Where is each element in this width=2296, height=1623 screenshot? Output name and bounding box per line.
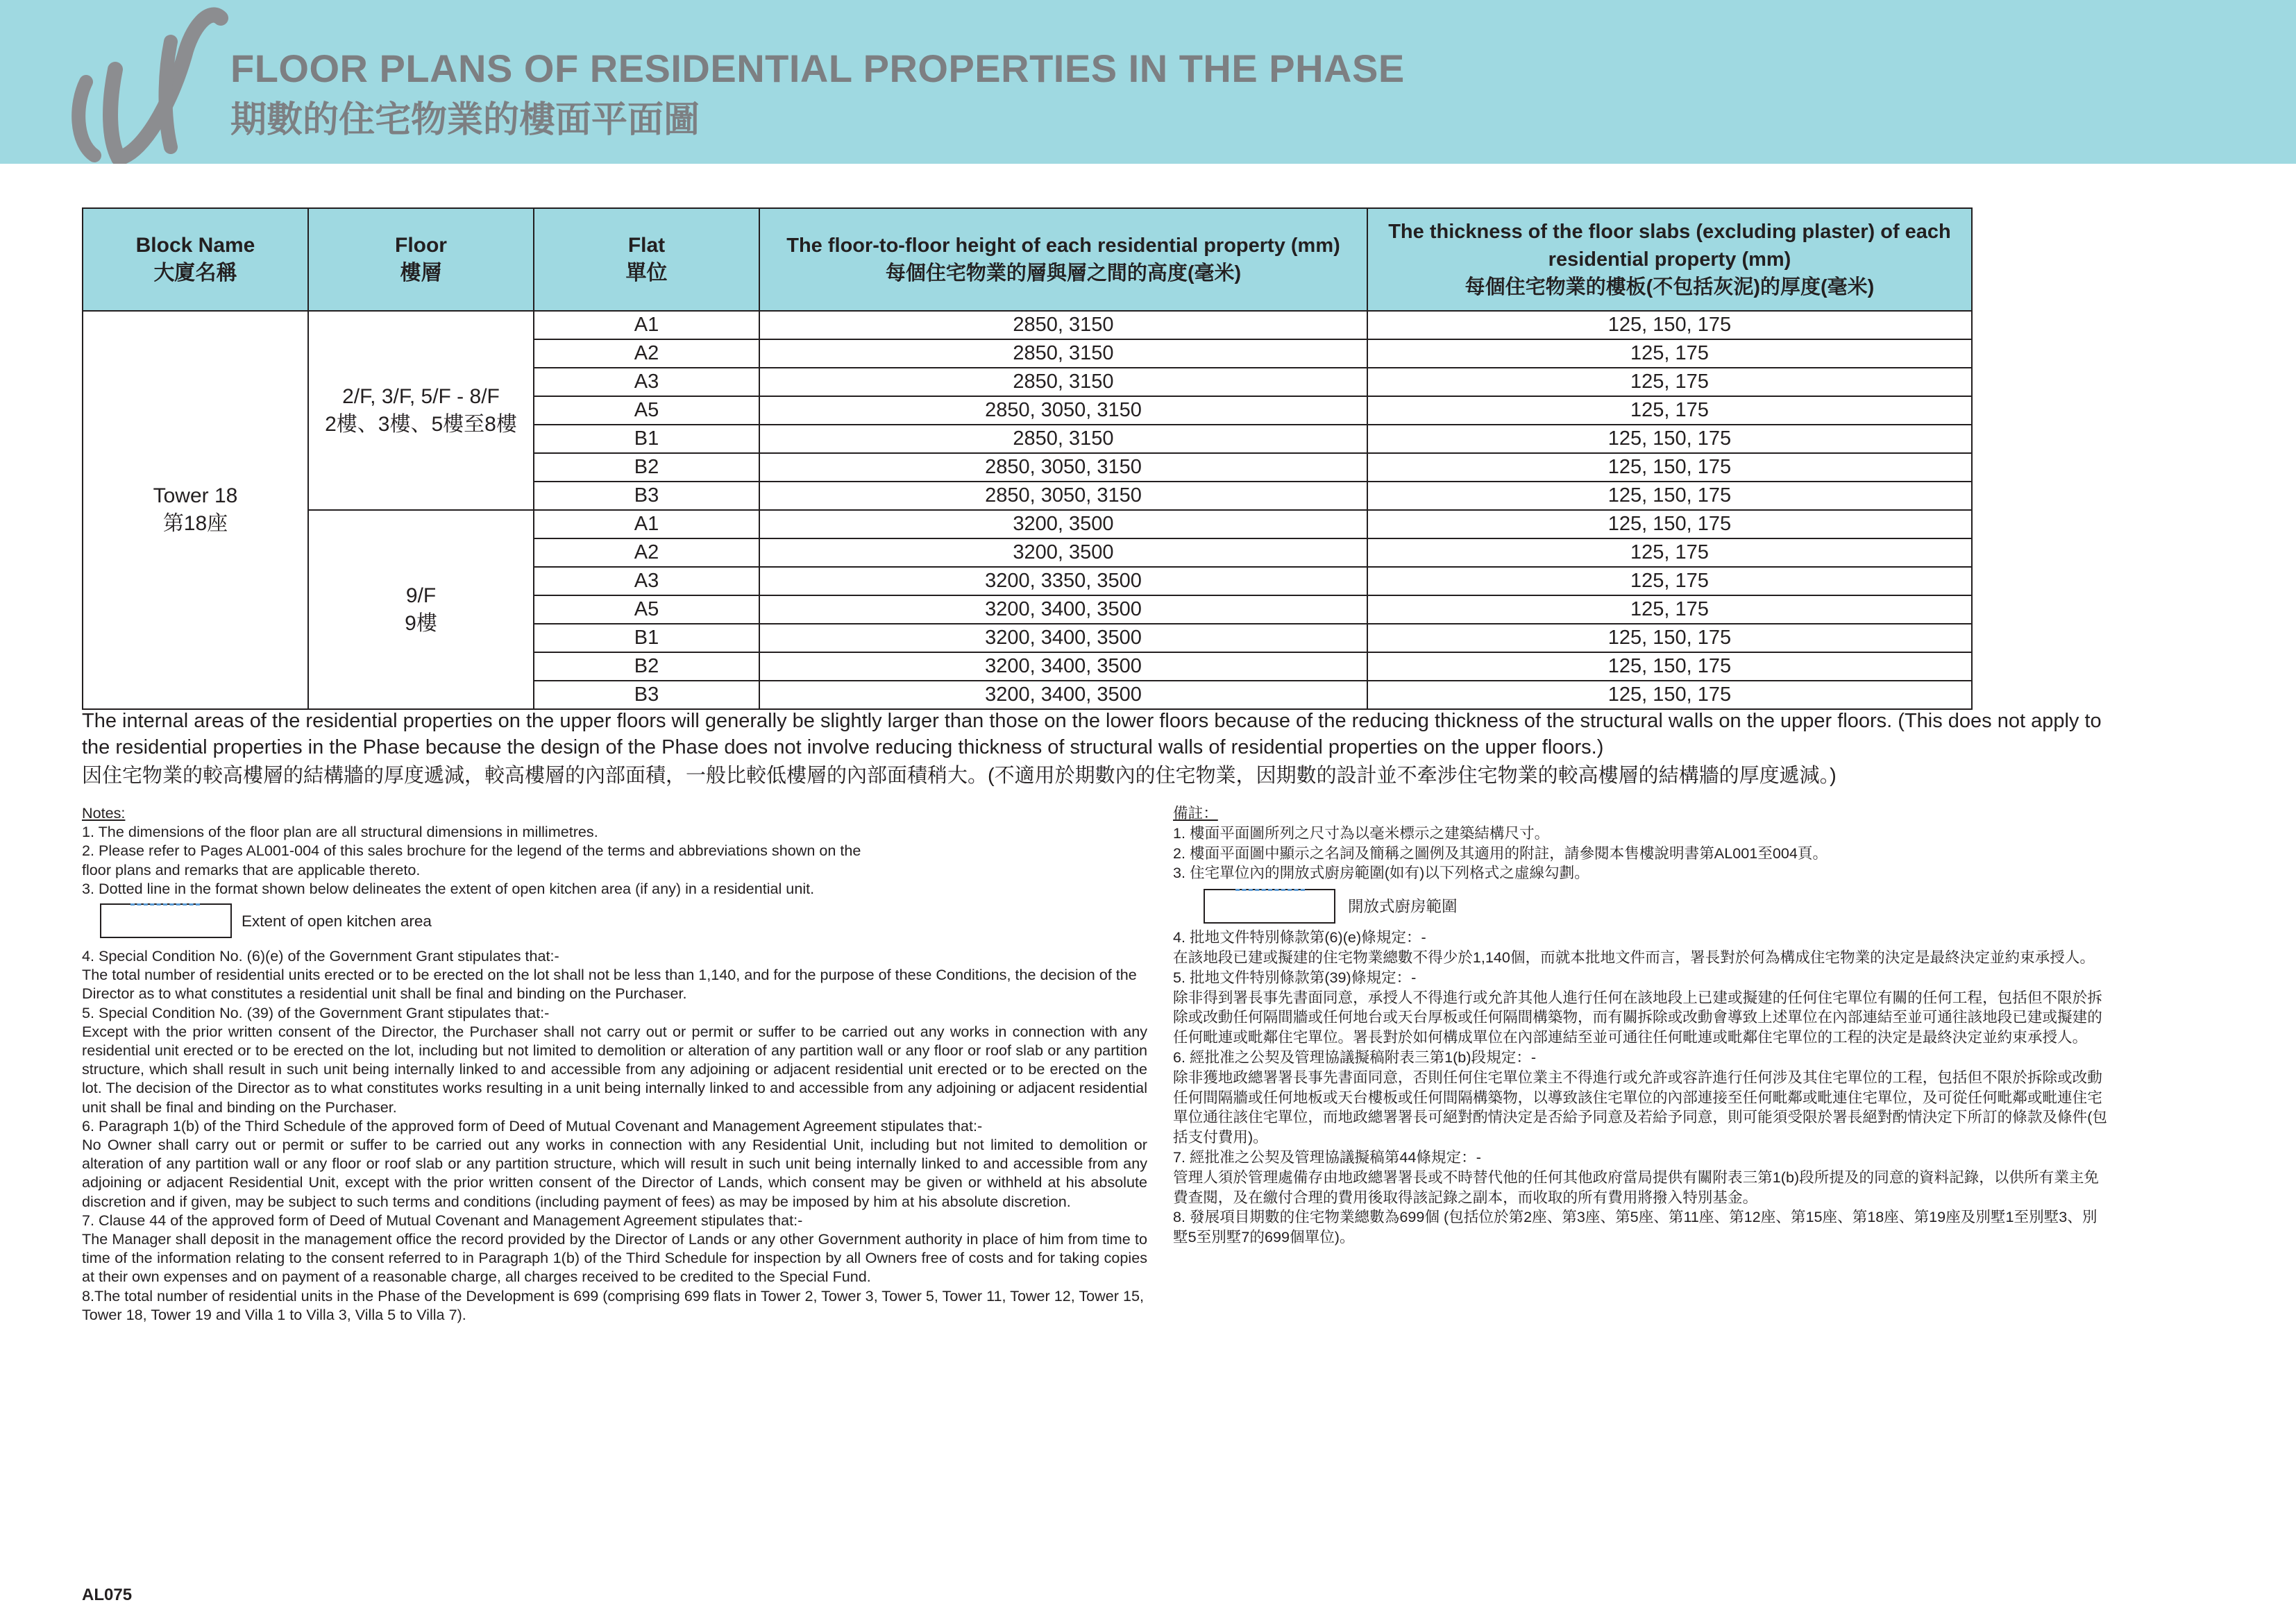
- legend-label: 開放式廚房範圍: [1348, 898, 1458, 916]
- legend-dotted-line: [130, 903, 200, 906]
- notes-chinese: [1173, 804, 2110, 1248]
- note-item: 7. 經批准之公契及管理協議擬稿第44條規定：-: [1173, 1148, 1481, 1166]
- note-item: 除非獲地政總署署長事先書面同意，否則任何住宅單位業主不得進行或允許或容許進行任何涉及其住宅單位的工程，包括但不限於拆除或改動任何間隔牆或任何地板或天台樓板或任何間隔構築物，以導致該住宅單位的內部連接至任何毗鄰或毗連住宅單位，及可從任何毗鄰或毗連住宅單位通往該住宅單位，而地政總署署長可絕對酌情決定是否給予同意及若給予同意，則可能須受限於署長絕對酌情決定下所訂的條款及條件(包括支付費用)。: [1173, 1068, 2108, 1146]
- slab-cell: 125, 150, 175: [1367, 652, 1972, 681]
- flat-cell: A5: [534, 595, 759, 624]
- slab-cell: 125, 175: [1367, 339, 1972, 368]
- slab-cell: 125, 175: [1367, 396, 1972, 425]
- legend-label: Extent of open kitchen area: [242, 912, 432, 931]
- slab-cell: 125, 150, 175: [1367, 681, 1972, 709]
- paragraph-zh: 因住宅物業的較高樓層的結構牆的厚度遞減，較高樓層的內部面積，一般比較低樓層的內部面積稍大。(不適用於期數內的住宅物業，因期數的設計並不牽涉住宅物業的較高樓層的結構牆的厚度遞減。): [82, 765, 1837, 787]
- flat-cell: A1: [534, 311, 759, 339]
- slab-cell: 125, 175: [1367, 567, 1972, 595]
- header-slab-thickness: The thickness of the floor slabs (excluding plaster) of each residential property (mm) 每個住宅物業的樓板(不包括灰泥)的厚度(毫米): [1367, 208, 1972, 311]
- note-item: 5. 批地文件特別條款第(39)條規定：-: [1173, 968, 1417, 986]
- flat-cell: B2: [534, 652, 759, 681]
- note-item: Except with the prior written consent of the Director, the Purchaser shall not carry out or permit or suffer to be carried out any works in connection with any residential unit erected or to be erected on the lot, including but not limited to demolition or alteration of any partition wall or any floor or roof slab or any partition structure, which shall result in such unit being internally linked to and accessible from any adjoining or adjacent residential unit erected or to be erected on the lot. The decision of the Director as to what constitutes works resulting in a unit being internally linked to and accessible from any adjoining or adjacent residential unit shall be final and binding on the Purchaser.: [82, 1022, 1147, 1116]
- header-block-name: Block Name 大廈名稱: [83, 208, 308, 311]
- height-cell: 3200, 3400, 3500: [759, 595, 1367, 624]
- slab-cell: 125, 175: [1367, 368, 1972, 396]
- open-kitchen-legend: [1173, 883, 2110, 928]
- page-title-zh: 期數的住宅物業的樓面平面圖: [230, 99, 700, 141]
- height-cell: 2850, 3150: [759, 339, 1367, 368]
- note-item: floor plans and remarks that are applicable thereto.: [82, 860, 421, 878]
- legend-box: [1204, 889, 1335, 924]
- note-item: 在該地段已建或擬建的住宅物業總數不得少於1,140個，而就本批地文件而言，署長對於何為構成住宅物業的決定是最終決定並約束承授人。: [1173, 948, 2095, 966]
- slab-cell: 125, 150, 175: [1367, 311, 1972, 339]
- flat-cell: B1: [534, 624, 759, 652]
- height-cell: 2850, 3050, 3150: [759, 453, 1367, 482]
- flat-cell: A5: [534, 396, 759, 425]
- legend-box: [100, 903, 232, 938]
- note-item: 8.The total number of residential units in the Phase of the Development is 699 (comprising 699 flats in Tower 2, Tower 3, Tower 5, Tower 11, Tower 12, Tower 15, Tower 18, Tower 19 and Villa 1 to Villa 3, Villa 5 to Villa 7).: [82, 1286, 1144, 1323]
- flat-cell: B1: [534, 425, 759, 453]
- note-item: 6. Paragraph 1(b) of the Third Schedule of the approved form of Deed of Mutual Covenant and Management Agreement stipulates that:-: [82, 1116, 983, 1135]
- flat-cell: B3: [534, 681, 759, 709]
- height-cell: 3200, 3350, 3500: [759, 567, 1367, 595]
- header-banner: [0, 0, 2296, 164]
- slab-cell: 125, 150, 175: [1367, 425, 1972, 453]
- notes-heading: Notes:: [82, 804, 126, 822]
- flat-cell: A3: [534, 567, 759, 595]
- height-cell: 2850, 3150: [759, 368, 1367, 396]
- notes-english: [82, 804, 1147, 1324]
- internal-area-paragraph: [82, 708, 2109, 789]
- header-floor-height: The floor-to-floor height of each residential property (mm) 每個住宅物業的層與層之間的高度(毫米): [759, 208, 1367, 311]
- note-item: 2. 樓面平面圖中顯示之名詞及簡稱之圖例及其適用的附註，請參閱本售樓說明書第AL001至004頁。: [1173, 844, 1828, 862]
- open-kitchen-legend: [82, 898, 1147, 946]
- table-header-row: [83, 208, 1972, 311]
- note-item: 8. 發展項目期數的住宅物業總數為699個 (包括位於第2座、第3座、第5座、第11座、第12座、第15座、第18座、第19座及別墅1至別墅3、別墅5至別墅7的699個單位)。: [1173, 1208, 2097, 1246]
- height-cell: 2850, 3150: [759, 425, 1367, 453]
- height-cell: 3200, 3500: [759, 510, 1367, 538]
- floor-cell: 9/F 9樓: [308, 510, 534, 709]
- note-item: 2. Please refer to Pages AL001-004 of this sales brochure for the legend of the terms and abbreviations shown on the: [82, 842, 861, 860]
- note-item: No Owner shall carry out or permit or suffer to be carried out any works in connection with any Residential Unit, including but not limited to demolition or alteration of any partition wall or any floor or roof slab or any partition structure, which will result in such unit being internally linked to and accessible from any adjoining or adjacent Residential Unit, except with the prior written consent of the Director of Lands, which consent may be given or withheld at his absolute discretion and if given, may be subject to such terms and conditions (including payment of fees) as may be imposed by him at his absolute discretion.: [82, 1136, 1147, 1210]
- page-number: AL075: [82, 1586, 133, 1604]
- height-cell: 3200, 3400, 3500: [759, 624, 1367, 652]
- note-item: 6. 經批准之公契及管理協議擬稿附表三第1(b)段規定：-: [1173, 1048, 1537, 1066]
- brand-logo-icon: [67, 0, 233, 164]
- note-item: 3. 住宅單位內的開放式廚房範圍(如有)以下列格式之虛線勾劃。: [1173, 864, 1589, 882]
- note-item: The total number of residential units erected or to be erected on the lot shall not be less than 1,140, and for the purpose of these Conditions, the decision of the Director as to what constitutes a residential unit shall be final and binding on the Purchaser.: [82, 966, 1137, 1003]
- table-row: [83, 311, 1972, 339]
- slab-cell: 125, 150, 175: [1367, 482, 1972, 510]
- block-cell: Tower 18 第18座: [83, 311, 308, 709]
- height-cell: 3200, 3500: [759, 538, 1367, 567]
- height-cell: 2850, 3050, 3150: [759, 482, 1367, 510]
- flat-cell: A2: [534, 339, 759, 368]
- header-floor: Floor 樓層: [308, 208, 534, 311]
- note-item: 4. 批地文件特別條款第(6)(e)條規定：-: [1173, 928, 1426, 946]
- flat-cell: A2: [534, 538, 759, 567]
- note-item: 管理人須於管理處備存由地政總署署長或不時替代他的任何其他政府當局提供有關附表三第1(b)段所提及的同意的資料記錄，以供所有業主免費查閱，及在繳付合理的費用後取得該記錄之副本，而收取的所有費用將撥入特別基金。: [1173, 1168, 2100, 1206]
- height-cell: 2850, 3150: [759, 311, 1367, 339]
- note-item: 1. 樓面平面圖所列之尺寸為以毫米標示之建築結構尺寸。: [1173, 824, 1550, 842]
- note-item: 除非得到署長事先書面同意，承授人不得進行或允許其他人進行任何在該地段上已建或擬建的任何住宅單位有關的任何工程，包括但不限於拆除或改動任何隔間牆或任何地台或天台厚板或任何隔間構築物，而有關拆除或改動會導致上述單位在內部連結至並可通往該地段已建或擬建的任何毗連或毗鄰住宅單位。署長對於如何構成單位在內部連結至並可通往任何毗連或毗鄰住宅單位的工程的決定是最終決定並約束承授人。: [1173, 988, 2102, 1046]
- floor-cell: 2/F, 3/F, 5/F - 8/F 2樓、3樓、5樓至8樓: [308, 311, 534, 510]
- notes-heading: 備註：: [1173, 804, 1218, 822]
- flat-cell: B2: [534, 453, 759, 482]
- note-item: 3. Dotted line in the format shown below delineates the extent of open kitchen area (if any) in a residential unit.: [82, 879, 815, 897]
- table-row: [83, 510, 1972, 538]
- slab-cell: 125, 175: [1367, 595, 1972, 624]
- flat-cell: A3: [534, 368, 759, 396]
- height-cell: 3200, 3400, 3500: [759, 652, 1367, 681]
- note-item: 5. Special Condition No. (39) of the Government Grant stipulates that:-: [82, 1003, 550, 1021]
- height-cell: 2850, 3050, 3150: [759, 396, 1367, 425]
- legend-dotted-line: [1235, 889, 1305, 891]
- paragraph-en: The internal areas of the residential properties on the upper floors will generally be slightly larger than those on the lower floors because of the reducing thickness of the structural walls on the upper floors. (This does not apply to the residential properties in the Phase because the design of the Phase does not involve reducing thickness of structural walls of residential properties on the upper floors.): [82, 710, 2102, 758]
- slab-cell: 125, 175: [1367, 538, 1972, 567]
- height-cell: 3200, 3400, 3500: [759, 681, 1367, 709]
- note-item: 4. Special Condition No. (6)(e) of the Government Grant stipulates that:-: [82, 947, 559, 965]
- slab-cell: 125, 150, 175: [1367, 510, 1972, 538]
- slab-cell: 125, 150, 175: [1367, 624, 1972, 652]
- note-item: The Manager shall deposit in the management office the record provided by the Director of Lands or any other Government authority in place of him from time to time of the information relating to the consent referred to in Paragraph 1(b) of the Third Schedule for inspection by all Owners free of costs and for taking copies at their own expenses and on payment of a reasonable charge, all charges received to be credited to the Special Fund.: [82, 1230, 1147, 1286]
- flat-cell: B3: [534, 482, 759, 510]
- floor-height-table: [82, 207, 1973, 710]
- page-title-en: FLOOR PLANS OF RESIDENTIAL PROPERTIES IN THE PHASE: [230, 46, 1405, 90]
- header-flat: Flat 單位: [534, 208, 759, 311]
- slab-cell: 125, 150, 175: [1367, 453, 1972, 482]
- note-item: 1. The dimensions of the floor plan are all structural dimensions in millimetres.: [82, 823, 598, 841]
- note-item: 7. Clause 44 of the approved form of Deed of Mutual Covenant and Management Agreement stipulates that:-: [82, 1211, 803, 1229]
- flat-cell: A1: [534, 510, 759, 538]
